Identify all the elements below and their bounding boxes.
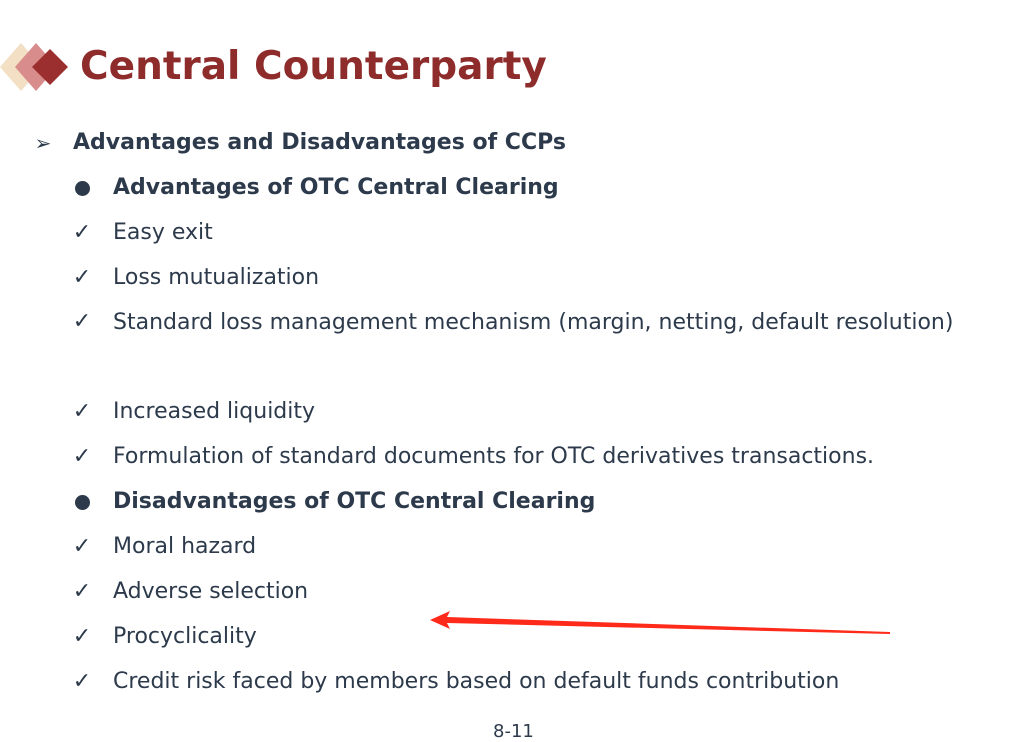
advantage-item-text: Formulation of standard documents for OTC derivatives transactions.	[113, 444, 875, 469]
advantages-heading-row	[0, 168, 1035, 208]
advantage-item-text: Loss mutualization	[113, 265, 320, 290]
section-heading: Advantages and Disadvantages of CCPs	[73, 130, 566, 155]
checkmark-icon: ✓	[72, 220, 92, 245]
list-item	[0, 527, 1035, 567]
filled-circle-bullet-icon	[70, 482, 94, 522]
list-item	[0, 437, 1035, 477]
page-number: 8-11	[493, 721, 534, 742]
disadvantage-item-text: Adverse selection	[113, 579, 309, 604]
page-title: Central Counterparty	[80, 44, 547, 89]
checkmark-icon: ✓	[72, 534, 92, 559]
checkmark-icon: ✓	[72, 669, 92, 694]
checkmark-icon: ✓	[72, 624, 92, 649]
list-item	[0, 662, 1035, 702]
advantages-heading: Advantages of OTC Central Clearing	[113, 175, 559, 200]
diamond-cluster-icon	[0, 38, 75, 96]
list-item	[0, 258, 1035, 298]
checkmark-icon: ✓	[72, 265, 92, 290]
red-arrow-icon	[425, 605, 895, 640]
checkmark-icon: ✓	[72, 399, 92, 424]
disadvantage-item-text: Procyclicality	[113, 624, 257, 649]
advantage-item-text: Easy exit	[113, 220, 213, 245]
disadvantage-item-text: Credit risk faced by members based on default funds contribution	[113, 669, 840, 694]
advantage-item-text: Increased liquidity	[113, 399, 316, 424]
disadvantages-heading-row	[0, 482, 1035, 522]
checkmark-icon: ✓	[72, 579, 92, 604]
checkmark-icon: ✓	[72, 444, 92, 469]
checkmark-icon: ✓	[72, 309, 92, 334]
disadvantages-heading: Disadvantages of OTC Central Clearing	[113, 489, 596, 514]
arrowhead-bullet-icon: ➢	[34, 131, 52, 155]
list-item	[0, 213, 1035, 253]
disadvantage-item-text: Moral hazard	[113, 534, 257, 559]
filled-circle-bullet-icon	[70, 168, 94, 208]
advantage-item-text: Standard loss management mechanism (margin, netting, default resolution)	[113, 310, 954, 335]
section-heading-row	[0, 123, 1035, 163]
list-item	[0, 392, 1035, 432]
